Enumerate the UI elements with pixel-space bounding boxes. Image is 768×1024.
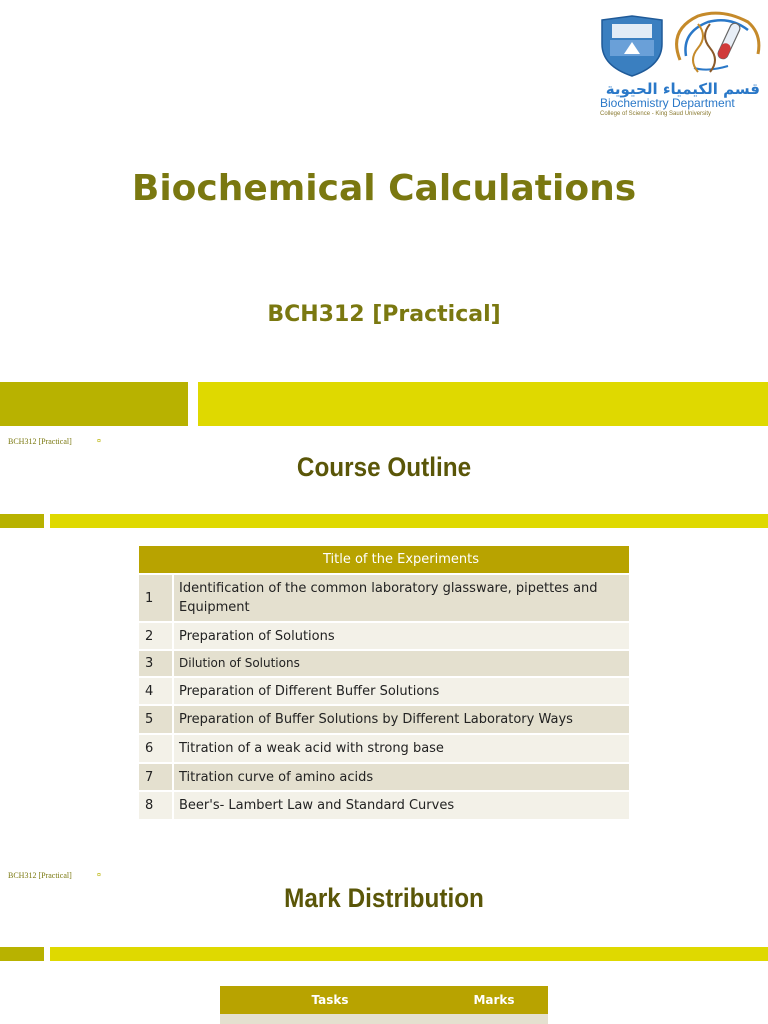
row-task (220, 1014, 440, 1024)
section-title-course-outline: Course Outline (296, 452, 472, 482)
row-number: 8 (139, 791, 173, 819)
decorative-bar-right (198, 382, 768, 426)
university-crest-icon (598, 10, 762, 82)
logo-sub-text: College of Science - King Saud University (600, 111, 712, 117)
row-title: Titration curve of amino acids (173, 763, 629, 791)
table-header-tasks: Tasks (220, 986, 440, 1014)
table-row (139, 763, 629, 791)
section-title-mark-distribution: Mark Distribution (284, 883, 484, 913)
decorative-bar-left (0, 947, 44, 961)
table-row (139, 705, 629, 734)
slide-subtitle: BCH312 [Practical] (267, 302, 501, 327)
slide-title: Biochemical Calculations (131, 168, 637, 209)
row-number: 4 (139, 677, 173, 705)
row-number: 2 (139, 622, 173, 650)
table-row (139, 791, 629, 819)
table-row (139, 650, 629, 677)
table-row (220, 1014, 548, 1024)
table-header-title: Title of the Experiments (173, 546, 629, 574)
row-title: Identification of the common laboratory glassware, pipettes and Equipment (173, 574, 629, 622)
experiments-table (139, 546, 629, 819)
table-row (139, 622, 629, 650)
row-number: 5 (139, 705, 173, 734)
decorative-bar-left (0, 382, 188, 426)
decorative-bar-right (50, 514, 768, 528)
course-code-label: BCH312 [Practical] (8, 871, 72, 880)
decorative-bar-right (50, 947, 768, 961)
row-title: Preparation of Different Buffer Solutions (173, 677, 629, 705)
department-logo (596, 10, 762, 120)
table-row (139, 574, 629, 622)
course-code-label: BCH312 [Practical] (8, 437, 72, 446)
table-row (139, 734, 629, 763)
row-marks (440, 1014, 548, 1024)
row-number: 7 (139, 763, 173, 791)
row-title: Dilution of Solutions (173, 650, 629, 677)
logo-arabic-text: قسم الكيمياء الحيوية (605, 80, 760, 98)
bullet-marker-icon: ¤ (97, 438, 101, 445)
row-title: Beer's- Lambert Law and Standard Curves (173, 791, 629, 819)
row-number: 3 (139, 650, 173, 677)
table-header-number (139, 546, 173, 574)
logo-english-text: Biochemistry Department (600, 96, 735, 110)
row-number: 1 (139, 574, 173, 622)
decorative-bar-left (0, 514, 44, 528)
table-header-marks: Marks (440, 986, 548, 1014)
row-title: Preparation of Solutions (173, 622, 629, 650)
row-title: Titration of a weak acid with strong base (173, 734, 629, 763)
marks-table (220, 986, 548, 1024)
row-number: 6 (139, 734, 173, 763)
table-row (139, 677, 629, 705)
row-title: Preparation of Buffer Solutions by Different Laboratory Ways (173, 705, 629, 734)
bullet-marker-icon: ¤ (97, 872, 101, 879)
